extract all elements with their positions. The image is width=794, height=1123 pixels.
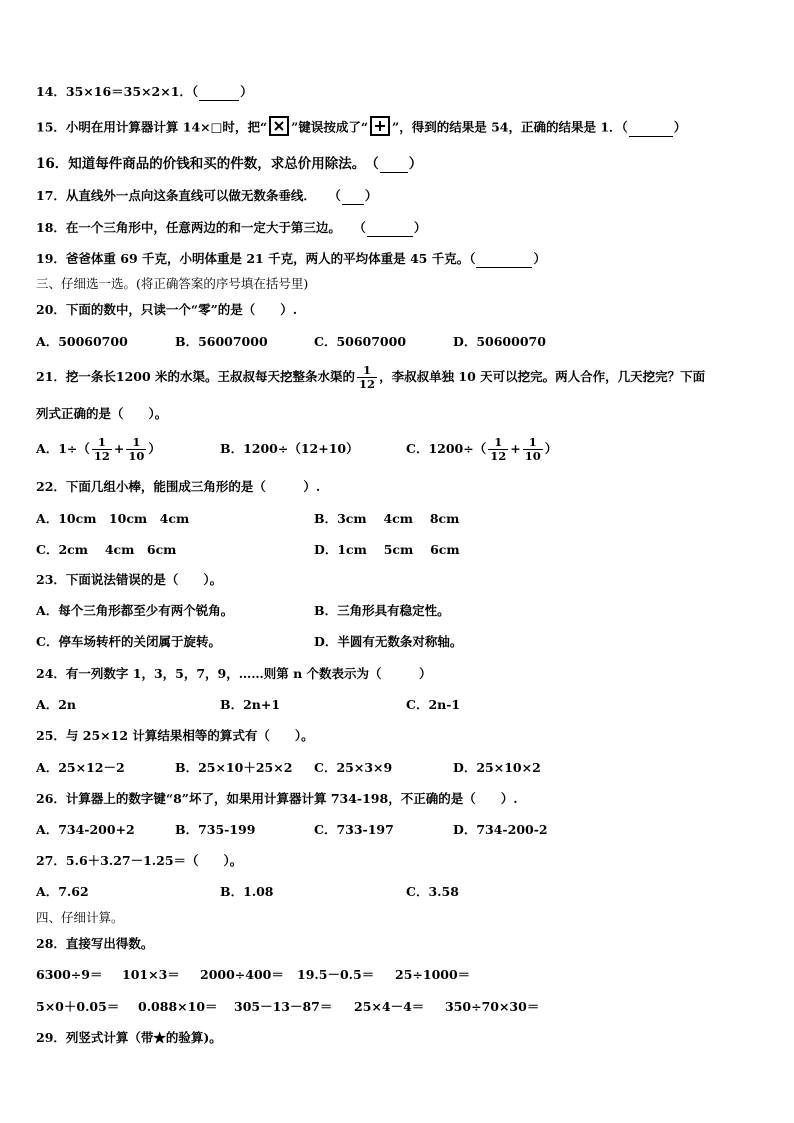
option-c[interactable]: C．25×3×9 [314,760,393,775]
section-heading-4: 四、仔细计算。 [36,910,124,925]
fraction: $\frac{1}{10}$ [524,435,541,463]
question-17: 17．从直线外一点向这条直线可以做无数条垂线． （ ） [36,188,378,203]
calc-item: 350÷70×30＝ [445,999,540,1014]
option-d[interactable]: D．50600070 [453,334,546,349]
fraction: $\frac{1}{12}$ [93,435,110,463]
option-c[interactable]: C．50607000 [314,334,407,349]
option-b[interactable]: B．三角形具有稳定性。 [314,603,450,618]
question-number: 14． [36,84,66,99]
calc-item: 5×0＋0.05＝ [36,999,120,1014]
fraction: $\frac{1}{10}$ [128,435,145,463]
question-22-stem: 22．下面几组小棒，能围成三角形的是（ ）. [36,479,321,494]
answer-blank[interactable] [367,220,413,237]
calc-item: 101×3＝ [122,967,180,982]
answer-blank[interactable] [380,156,408,173]
option-a[interactable]: A．每个三角形都至少有两个锐角。 [36,603,234,618]
calc-item: 2000÷400＝ [200,967,284,982]
question-21-stem: 21．挖一条长1200 米的水渠。王叔叔每天挖整条水渠的 $\frac{1}{12}$ ，李叔叔单独 10 天可以挖完。两人合作，几天挖完？下面 [36,363,706,391]
option-c[interactable]: C．停车场转杆的关闭属于旋转。 [36,634,221,649]
option-c[interactable]: C．3.58 [406,884,459,899]
question-text: 35×16＝35×2×1．（ [65,84,199,99]
option-b[interactable]: B．25×10＋25×2 [175,760,293,775]
question-28-stem: 28．直接写出得数。 [36,936,154,951]
option-c[interactable]: C．2cm 4cm 6cm [36,542,177,557]
question-15: 15．小明在用计算器计算 14×□时，把“ ”键误按成了“ ”，得到的结果是 54，正确的结果是 1．（ ） [36,118,686,138]
calc-item: 0.088×10＝ [138,999,218,1014]
question-16: 16．知道每件商品的价钱和买的件数，求总价用除法。 （ ） [36,156,423,172]
option-a[interactable]: A．10cm 10cm 4cm [36,511,190,526]
option-b[interactable]: B．1.08 [220,884,274,899]
option-b[interactable]: B．3cm 4cm 8cm [314,511,460,526]
calc-item: 25×4－4＝ [354,999,425,1014]
question-14: 14．35×16＝35×2×1．（ ） [36,84,253,99]
answer-blank[interactable] [476,251,532,268]
question-24-stem: 24．有一列数字 1，3，5，7，9，……则第 n 个数表示为（ ） [36,666,432,681]
question-25-stem: 25．与 25×12 计算结果相等的算式有（ ）。 [36,728,314,743]
option-c[interactable]: C．2n-1 [406,697,461,712]
calc-item: 305－13－87＝ [234,999,333,1014]
multiply-key-icon [269,116,289,136]
option-c[interactable]: C．1200÷（ $\frac{1}{12}$ + $\frac{1}{10}$ ） [406,435,558,463]
question-29-stem: 29．列竖式计算（带★的验算)。 [36,1030,222,1045]
option-b[interactable]: B．2n+1 [220,697,281,712]
option-a[interactable]: A．25×12－2 [36,760,125,775]
answer-blank[interactable] [199,84,239,101]
answer-blank[interactable] [342,188,364,205]
calc-item: 19.5－0.5＝ [297,967,375,982]
option-b[interactable]: B．56007000 [175,334,268,349]
question-26-stem: 26．计算器上的数字键“8”坏了，如果用计算器计算 734-198，不正确的是（ ）. [36,791,518,806]
option-d[interactable]: D．734-200-2 [453,822,548,837]
answer-blank[interactable] [629,120,673,137]
question-21-stem-line2: 列式正确的是（ ）。 [36,406,168,421]
option-d[interactable]: D．25×10×2 [453,760,541,775]
question-20-stem: 20．下面的数中，只读一个“零”的是（ ）. [36,302,298,317]
option-a[interactable]: A．50060700 [36,334,128,349]
section-heading-3: 三、仔细选一选。(将正确答案的序号填在括号里) [36,276,309,291]
plus-key-icon [370,116,390,136]
question-23-stem: 23．下面说法错误的是（ ）。 [36,572,223,587]
option-b[interactable]: B．735-199 [175,822,256,837]
option-d[interactable]: D．半圆有无数条对称轴。 [314,634,463,649]
question-19: 19．爸爸体重 69 千克，小明体重是 21 千克，两人的平均体重是 45 千克。（ ） [36,251,546,266]
option-a[interactable]: A．2n [36,697,76,712]
option-b[interactable]: B．1200÷（12+10） [220,441,359,456]
option-d[interactable]: D．1cm 5cm 6cm [314,542,460,557]
option-a[interactable]: A．734-200+2 [36,822,135,837]
option-a[interactable]: A．7.62 [36,884,89,899]
question-18: 18．在一个三角形中，任意两边的和一定大于第三边。 （ ） [36,220,427,235]
calc-item: 25÷1000＝ [395,967,471,982]
question-27-stem: 27．5.6＋3.27－1.25＝（ ）。 [36,853,243,868]
calc-item: 6300÷9＝ [36,967,103,982]
option-c[interactable]: C．733-197 [314,822,394,837]
fraction: $\frac{1}{12}$ [490,435,507,463]
fraction: $\frac{1}{12}$ [359,363,376,391]
option-a[interactable]: A．1÷（ $\frac{1}{12}$ + $\frac{1}{10}$ ） [36,435,161,463]
